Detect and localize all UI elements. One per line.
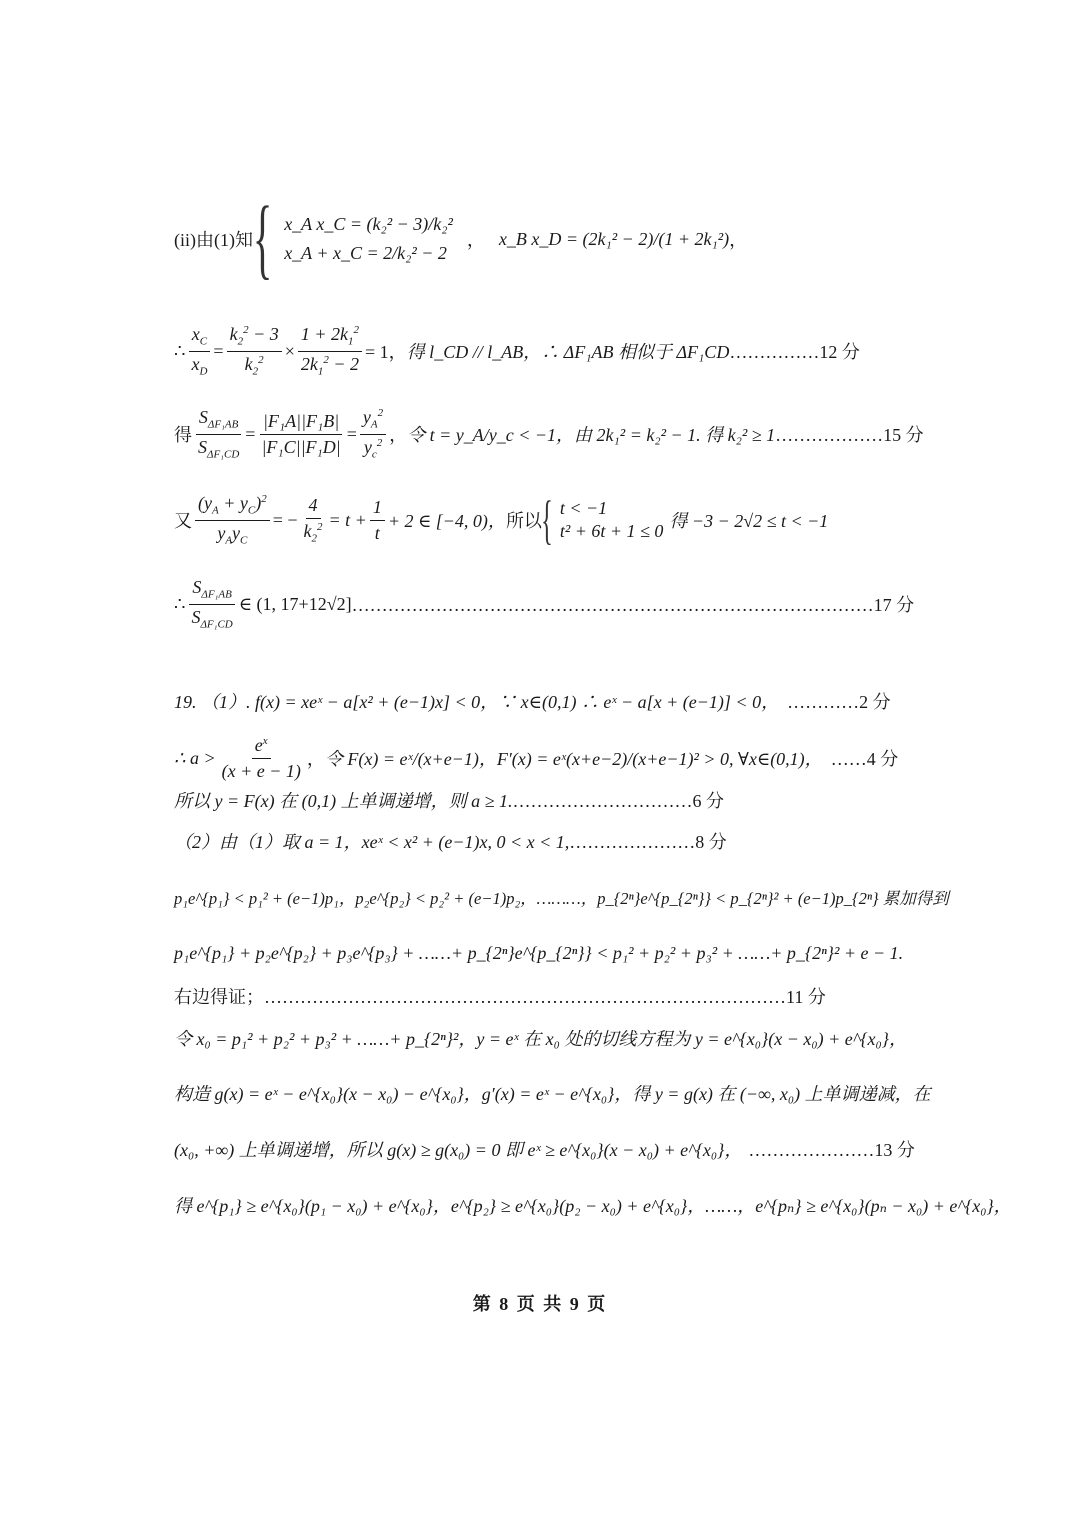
line-sum [174,940,903,966]
therefore-symbol-2: ∴ [174,593,186,614]
q19-intro: 19. （1）. f(x) = xeˣ − a[x² + (e−1)x] < 0，∵ x∈(0,1) ∴ eˣ − a[x + (e−1)] < 0， [174,692,780,712]
part2-text: （2）由（1）取 a = 1，xeˣ < x² + (e−1)x, 0 < x < 1, [174,832,570,852]
comma: ， [729,230,748,250]
t-system [560,497,664,543]
tangent-text: 令 x₀ = p₁² + p₂² + p₃² + ……+ p_{2ⁿ}²，y = eˣ 在 x₀ 处的切线方程为 y = e^{x₀}(x − x₀) + e^{x₀}， [174,1029,907,1049]
fraction-ex: $\frac{e^x}{(x + e - 1)}$ [221,735,301,781]
separator: ， [466,230,485,250]
xb-xd-equation: x_B x_D = (2k₁² − 2)/(1 + 2k₁²) [498,228,730,249]
fraction-1-t: $\frac{1}{t}$ [370,496,385,544]
de-label: 得 [174,425,192,445]
line-ii-system [174,183,747,295]
score-4: ……4 分 [830,749,899,769]
score-12: ……………12 分 [729,342,860,362]
fraction-xc-xd: $\frac{x_C}{x_D}$ [188,323,210,379]
line-tangent [174,1025,907,1051]
line-ratio-xc-xd: ∴ $\frac{x_C}{x_D}$ = $\frac{k_2^2 - 3}{k_2^2}$ × $\frac{1 + 2k_1^2}{2k_1^2 - 2}$ = 1， 得 l_CD // l_AB，∴ ΔF₁AB 相似于 ΔF₁CD ……………12 分 [174,324,860,378]
fraction-k2: $\frac{k_2^2 - 3}{k_2^2}$ [227,323,282,379]
sum-text: p₁e^{p₁} + p₂e^{p₂} + p₃e^{p₃} + ……+ p_{2ⁿ}e^{p_{2ⁿ}} < p₁² + p₂² + p₃² + ……+ p_{2ⁿ}² + e − 1. [174,942,904,963]
fraction-area-2: $\frac{S_{\Delta F_1AB}}{S_{\Delta F_1CD}}$ [188,576,235,632]
t-result: 得 −3 − 2√2 ≤ t < −1 [669,511,829,531]
line-q19-part1 [174,688,891,714]
inequalities-text: p₁e^{p₁} < p₁² + (e−1)p₁，p₂e^{p₂} < p₂² + (e−1)p₂，………，p_{2ⁿ}e^{p_{2ⁿ}} < p_{2ⁿ}² + (e−1)p_{2ⁿ} 累加得到 [174,889,949,908]
fraction-k1: $\frac{1 + 2k_1^2}{2k_1^2 - 2}$ [298,323,362,379]
right-proved-text: 右边得证； [174,987,264,1007]
score-6: …………………………6 分 [512,791,724,811]
line-final [174,1192,1012,1218]
fraction-ya-yc: $\frac{(y_A + y_C)^2}{y_Ay_C}$ [195,492,270,548]
system-eq-2: x_A + x_C = 2/k₂² − 2 [284,243,447,263]
construct-text: 构造 g(x) = eˣ − e^{x₀}(x − x₀) − e^{x₀}，g′(x) = eˣ − e^{x₀}，得 y = g(x) 在 (−∞, x₀) 上单调递减，在 [174,1084,931,1104]
line-right-proved [174,983,826,1009]
monotonic-text: 所以 y = F(x) 在 (0,1) 上单调递增，则 a ≥ 1. [174,791,513,811]
t-definition: 令 t = y_A/y_c < −1，由 2k₁² = k₂² − 1. 得 k₂² ≥ 1 [407,425,776,445]
line-monotonic [174,787,724,813]
line-area-range [174,576,914,632]
fraction-lengths: $\frac{\text{|F₁A||F₁B|}}{\text{|F₁C||F₁D|}}$ [261,411,341,457]
suoyi-label: 所以 [505,511,542,531]
parallel-conclusion: 得 l_CD // l_AB，∴ ΔF₁AB 相似于 ΔF₁CD [406,342,730,362]
increasing-text: (x₀, +∞) 上单调递增，所以 g(x) ≥ g(x₀) = 0 即 eˣ ≥ e^{x₀}(x − x₀) + e^{x₀}， [174,1140,743,1160]
fraction-area: $\frac{S_{\Delta F_1AB}}{S_{\Delta F_1CD}}$ [195,406,242,462]
therefore-symbol: ∴ [174,340,186,361]
F-definition: 令 F(x) = eˣ/(x+e−1)，F′(x) = eˣ(x+e−2)/(x+e−1)² > 0, ∀x∈(0,1)， [324,749,823,769]
page-footer: 第 8 页 共 9 页 [472,1294,608,1314]
line-inequalities [174,884,949,910]
line-area-ratio: 得 $\frac{S_{\Delta F_1AB}}{S_{\Delta F_1CD}}$ = $\frac{\text{|F₁A||F₁B|}}{\text{|F₁C||F₁D|}}$ = $\frac{y_A^2}{y_c^2}$ ， 令 t = y_A/y_c < −1，由 2k₁² = k₂² − 1. 得 k₂² ≥ 1 ………………15 分 [174,407,924,461]
line-increasing [174,1136,915,1162]
t-cond-2: t² + 6t + 1 ≤ 0 [559,521,664,541]
t-cond-1: t < −1 [559,498,608,518]
score-15: ………………15 分 [775,425,924,445]
equation-system [284,210,453,268]
final-text: 得 e^{p₁} ≥ e^{x₀}(p₁ − x₀) + e^{x₀}，e^{p₂} ≥ e^{x₀}(p₂ − x₀) + e^{x₀}，……，e^{pₙ} ≥ e^{x₀}(pₙ − x₀) + e^{x₀}， [174,1196,1012,1216]
line-t-range: 又 $\frac{(y_A + y_C)^2}{y_Ay_C}$ = − $\frac{4}{k_2^2}$ = t + $\frac{1}{t}$ + 2 ∈ [−4, 0)， 所以 { t < −1 t² + 6t + 1 ≤ 0 得 −3 − 2√2 ≤ t < −1 [174,490,829,550]
score-17: ……………………………………………………………………………17 分 [351,595,915,615]
score-13: …………………13 分 [748,1140,915,1160]
fraction-y-squared: $\frac{y_A^2}{y_c^2}$ [360,406,386,462]
score-8: …………………8 分 [569,832,727,852]
line-a-bound: ∴ a > $\frac{e^x}{(x + e - 1)}$ ， 令 F(x) = eˣ/(x+e−1)，F′(x) = eˣ(x+e−2)/(x+e−1)² > 0, ∀x∈(0,1)， ……4 分 [174,735,899,781]
system-eq-1: x_A x_C = (k₂² − 3)/k₂² [284,214,453,234]
line-part2 [174,828,727,854]
score-11: ……………………………………………………………………………11 分 [264,987,826,1007]
area-range: ∈ (1, 17+12√2] [238,593,352,614]
line-construct [174,1080,931,1106]
you-label: 又 [174,511,192,531]
fraction-4-k2: $\frac{4}{k_2^2}$ [303,495,323,545]
left-brace-small: { [541,490,553,550]
part-ii-label: (ii)由(1)知 [174,230,253,250]
left-brace: { [252,189,273,288]
score-2: …………2 分 [787,692,891,712]
